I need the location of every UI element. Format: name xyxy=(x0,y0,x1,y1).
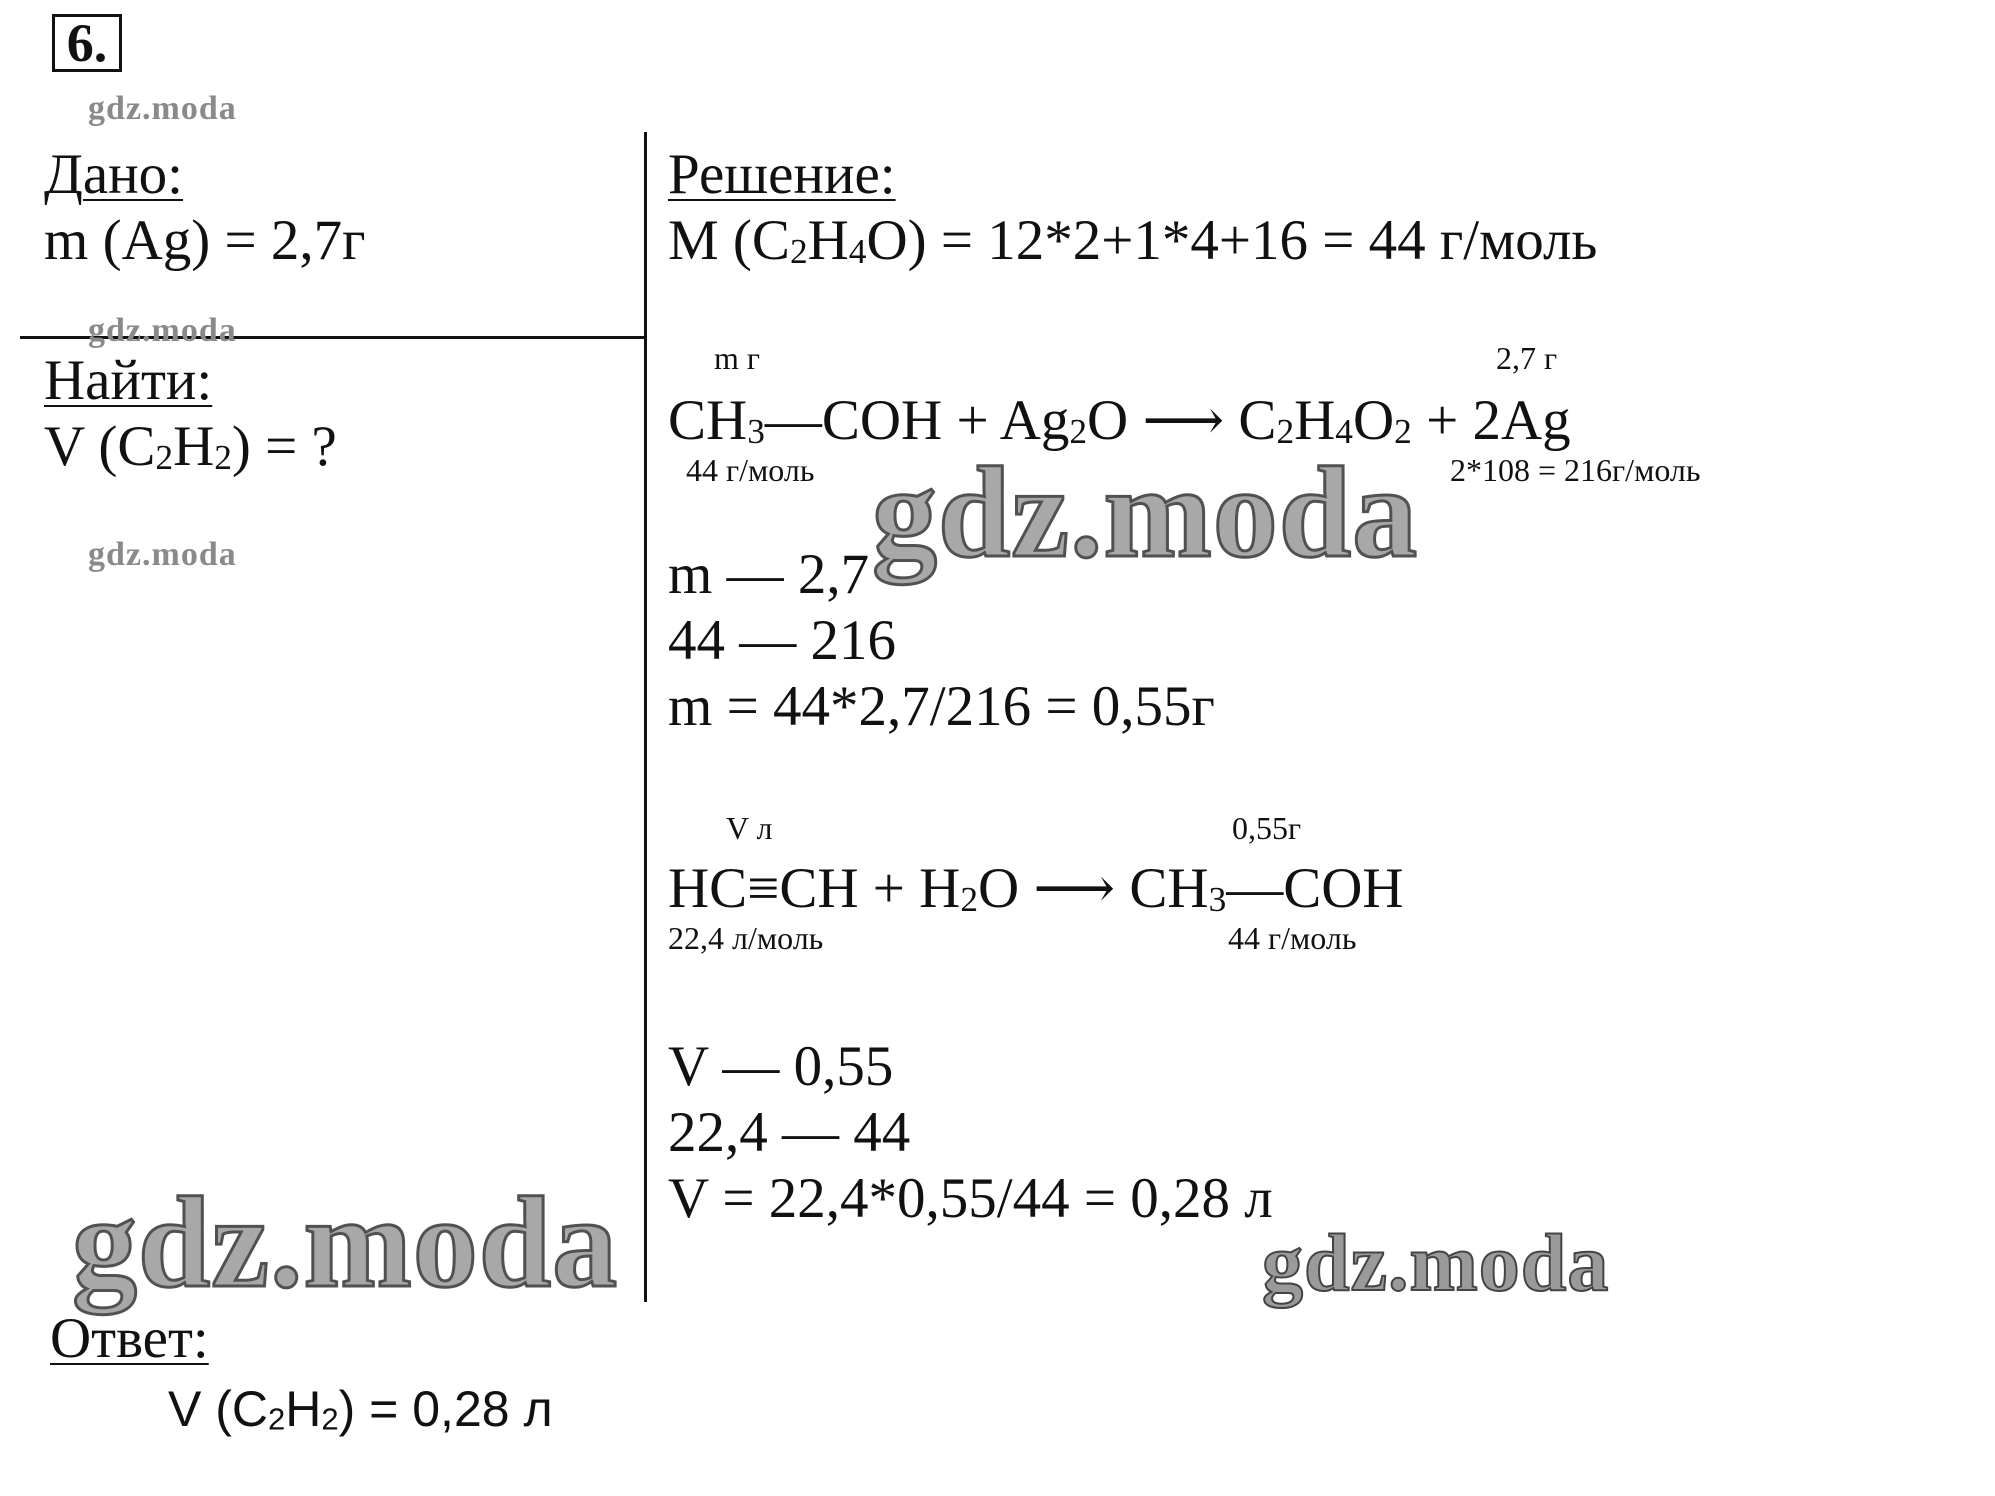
reaction1-above-right: 2,7 г xyxy=(1496,340,1558,376)
reaction1-below-right: 2*108 = 216г/моль xyxy=(1450,452,1701,488)
watermark-logo: gdz.moda xyxy=(1262,1217,1610,1308)
answer-heading: Ответ: xyxy=(50,1307,209,1370)
reaction1-above-left: m г xyxy=(714,340,761,376)
task-number: 6. xyxy=(52,14,122,72)
reaction1-below-left: 44 г/моль xyxy=(686,452,815,488)
reaction2-below-left: 22,4 л/моль xyxy=(668,920,824,956)
watermark-logo: gdz.moda xyxy=(88,536,237,573)
given-mass-ag: m (Ag) = 2,7г xyxy=(44,209,366,272)
solution-heading: Решение: xyxy=(668,143,896,206)
watermark-logo: gdz.moda xyxy=(72,1171,619,1315)
proportion1-line: m — 2,7 xyxy=(668,543,870,606)
reaction2-equation: $HC\equiv CH + H_2O$ ⟶ $CH_3—COH$ xyxy=(668,857,1404,920)
find-heading: Найти: xyxy=(44,349,213,412)
reaction2-above-right: 0,55г xyxy=(1232,810,1302,846)
molar-mass-line: M $(C_2H_4O) = 12*2+1*4+16 = 44$ г/моль xyxy=(668,209,1598,272)
find-volume: V $(C_2H_2)$ = ? xyxy=(44,415,337,478)
vertical-divider xyxy=(644,132,647,1302)
proportion2-line: 22,4 — 44 xyxy=(668,1101,911,1164)
given-heading: Дано: xyxy=(44,143,184,206)
proportion2-result: V = 22,4*0,55/44 = 0,28 л xyxy=(668,1167,1273,1230)
watermark-logo: gdz.moda xyxy=(88,90,237,127)
watermark-logo: gdz.moda xyxy=(88,312,237,349)
reaction2-above-left: V л xyxy=(726,810,773,846)
watermark-logo: gdz.moda xyxy=(872,441,1419,585)
reaction1-equation: $CH_3—COH + Ag_2O$ ⟶ $C_2H_4O_2 + 2Ag$ xyxy=(668,389,1571,452)
proportion2-line: V — 0,55 xyxy=(668,1035,894,1098)
proportion1-line: 44 — 216 xyxy=(668,609,896,672)
answer-value: V $(C_2H_2) = 0,28$ л xyxy=(168,1381,553,1437)
reaction2-below-right: 44 г/моль xyxy=(1228,920,1357,956)
proportion1-result: m = 44*2,7/216 = 0,55г xyxy=(668,675,1215,738)
